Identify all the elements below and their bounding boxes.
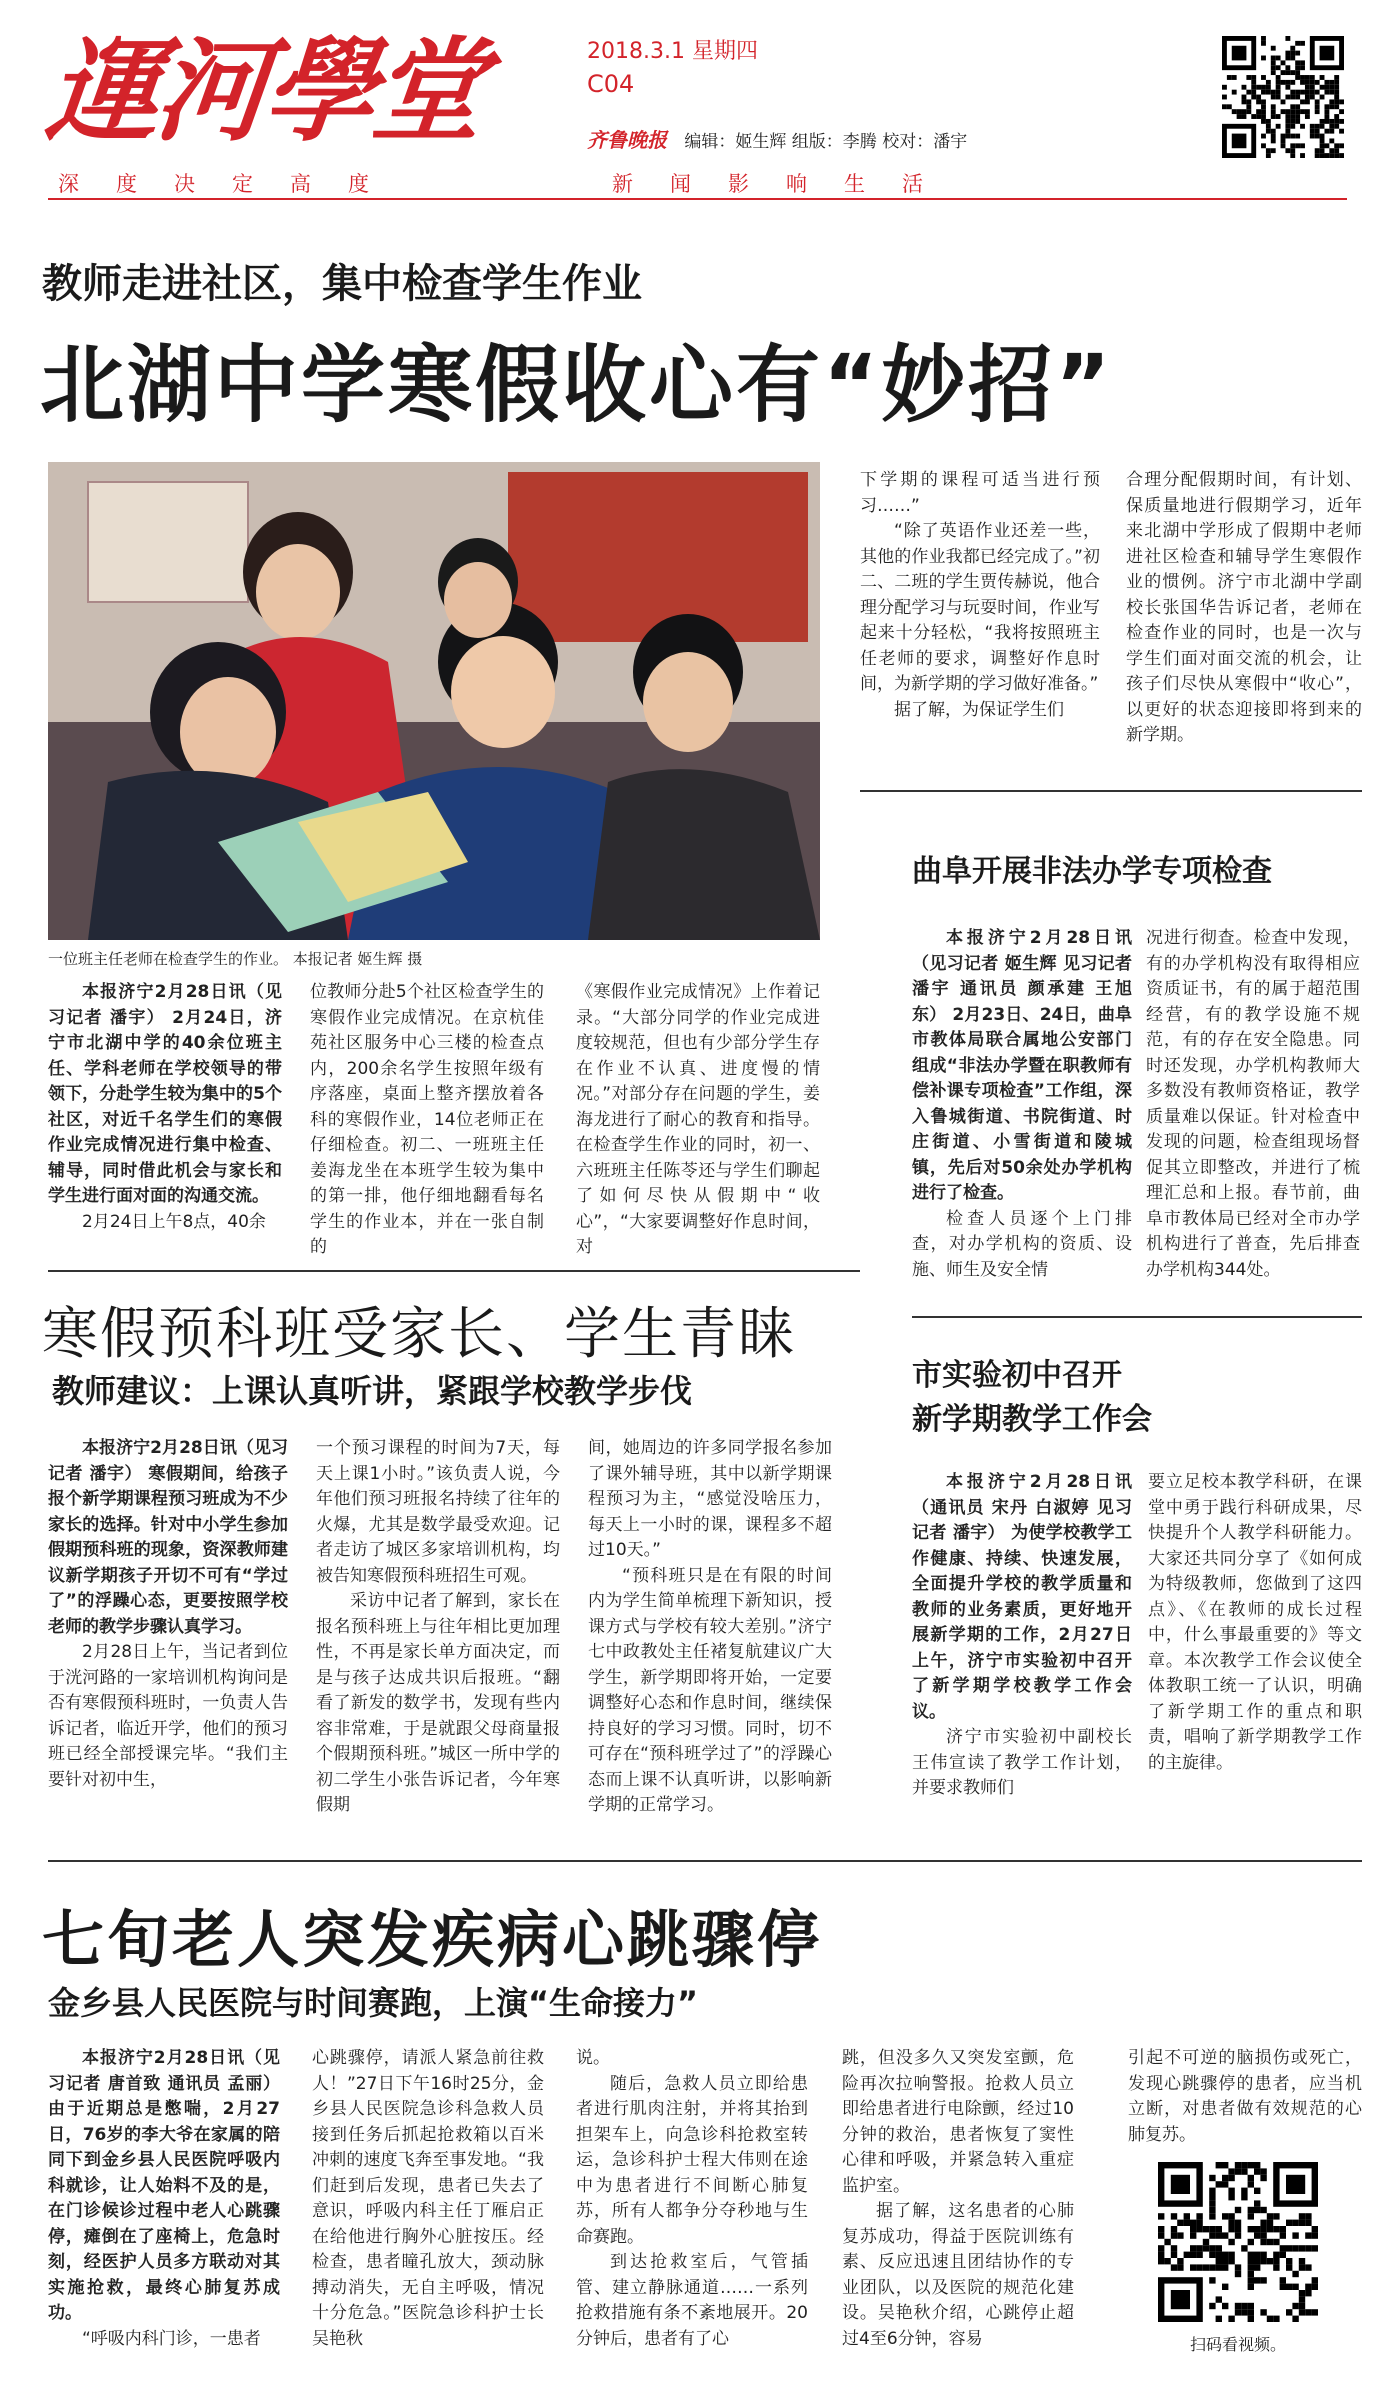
photo-caption: 一位班主任老师在检查学生的作业。 本报记者 姬生辉 摄 (48, 950, 423, 968)
article1-column-3 (576, 980, 820, 1261)
qr-caption: 扫码看视频。 (1190, 2335, 1287, 2354)
article1-paragraph: 合理分配假期时间，有计划、保质量地进行假期学习，近年来北湖中学形成了假期中老师进社区检查和辅导学生寒假作业的惯例。济宁市北湖中学副校长张国华告诉记者，老师在检查作业的同时，也是一次与学生们面对面交流的机会，让孩子们尽快从寒假中“收心”，以更好的状态迎接即将到来的新学期。 (1126, 470, 1362, 745)
article2-paragraph: “预科班只是在有限的时间内为学生简单梳理下新知识，授课方式与学校有较大差别。”济宁七中政教处主任褚复航建议广大学生，新学期即将开始，一定要调整好心态和作息时间，继续保持良好的学习习惯。同时，切不可存在“预科班学过了”的浮躁心态而上课不认真听讲，以影响新学期的正常学习。 (588, 1565, 832, 1815)
article2-paragraph: 一个预习课程的时间为7天，每天上课1小时。”该负责人说，今年他们预习班报名持续了往年的火爆，尤其是数学最受欢迎。记者走访了城区多家培训机构，均被告知寒假预科班招生可观。 (316, 1438, 560, 1586)
article5-title: 七旬老人突发疾病心跳骤停 (42, 1903, 823, 1976)
article5-paragraph: 心跳骤停，请派人紧急前往救人！”27日下午16时25分，金乡县人民医院急诊科急救人员接到任务后抓起抢救箱以百米冲刺的速度飞奔至事发地。“我们赶到后发现，患者已失去了意识，呼吸内科主任丁雁启正在给他进行胸外心脏按压。经检查，患者瞳孔放大，颈动脉搏动消失，无自主呼吸，情况十分危急。”医院急诊科护士长吴艳秋 (312, 2048, 544, 2349)
article2-paragraph: 本报济宁2月28日讯（见习记者 潘宇） 寒假期间，给孩子报个新学期课程预习班成为不少家长的选择。针对中小学生参加假期预科班的现象，资深教师建议新学期孩子开切不可有“学过了”的浮躁心态，更要按照学校老师的教学步骤认真学习。 (48, 1438, 288, 1637)
section-divider (860, 790, 1362, 792)
article4-column-1 (912, 1470, 1132, 1802)
article1-subtitle: 教师走进社区，集中检查学生作业 (42, 261, 642, 307)
article4-column-2 (1148, 1470, 1362, 1776)
article1-column-5 (1126, 468, 1362, 749)
paper-name: 齐鲁晚报 (587, 128, 667, 152)
article3-title: 曲阜开展非法办学专项检查 (912, 854, 1272, 889)
article5-paragraph: 说。 (576, 2048, 610, 2068)
slogan-right: 新闻影响生活 (612, 172, 960, 196)
article3-paragraph: 检查人员逐个上门排查，对办学机构的资质、设施、师生及安全情 (912, 1208, 1132, 1280)
article2-subtitle: 教师建议：上课认真听讲，紧跟学校教学步伐 (52, 1372, 693, 1410)
qr-code-video[interactable] (1158, 2162, 1318, 2322)
article3-column-2 (1146, 926, 1360, 1283)
article3-paragraph: 本报济宁2月28日讯（见习记者 姬生辉 见习记者 潘宇 通讯员 颜承建 王旭东） 2月23日、24日，曲阜市教体局联合属地公安部门组成“非法办学暨在职教师有偿补课专项检查”工作组，深入鲁城街道、书院街道、时庄街道、小雪街道和陵城镇，先后对50余处办学机构进行了检查。 (912, 928, 1132, 1203)
qr-code-graphic (1158, 2162, 1318, 2322)
article5-paragraph: 到达抢救室后，气管插管、建立静脉通道……一系列抢救措施有条不紊地展开。20分钟后，患者有了心 (576, 2252, 808, 2349)
article1-paragraph: 据了解，为保证学生们 (894, 699, 1064, 720)
article1-paragraph: 2月24日上午8点，40余 (82, 1211, 266, 1232)
news-photo (48, 462, 820, 940)
qr-code-top[interactable] (1222, 36, 1344, 158)
masthead-title: 運河學堂 (41, 26, 487, 157)
article4-title (912, 1354, 1152, 1442)
article2-column-2 (316, 1436, 560, 1819)
article2-paragraph: 采访中记者了解到，家长在报名预科班上与往年相比更加理性，不再是家长单方面决定，而是与孩子达成共识后报班。“翻看了新发的数学书，发现有些内容非常难，于是就跟父母商量报个假期预科班。”城区一所中学的初二学生小张告诉记者，今年寒假期 (316, 1591, 560, 1815)
article1-paragraph: 本报济宁2月28日讯（见习记者 潘宇） 2月24日，济宁市北湖中学的40余位班主任、学科老师在学校领导的带领下，分赴学生较为集中的5个社区，对近千名学生们的寒假作业完成情况进行集中检查、辅导，同时借此机会与家长和学生进行面对面的沟通交流。 (48, 982, 282, 1206)
article4-paragraph: 要立足校本教学科研，在课堂中勇于践行科研成果，尽快提升个人教学科研能力。大家还共同分享了《如何成为特级教师，您做到了这四点》、《在教师的成长过程中，什么事最重要的》等文章。本次教学工作会议使全体教职工统一了认识，明确了新学期工作的重点和职责，唱响了新学期教学工作的主旋律。 (1148, 1472, 1362, 1773)
article5-column-4 (842, 2046, 1074, 2352)
slogan-left: 深度决定高度 (58, 172, 406, 196)
article4-paragraph: 本报济宁2月28日讯（通讯员 宋丹 白淑婷 见习记者 潘宇） 为使学校教学工作健康、持续、快速发展，全面提升学校的教学质量和教师的业务素质，更好地开展新学期的工作，2月27日上午，济宁市实验初中召开了新学期学校教学工作会议。 (912, 1472, 1132, 1722)
article1-paragraph: 位教师分赴5个社区检查学生的寒假作业完成情况。在京杭佳苑社区服务中心三楼的检查点内，200余名学生按照年级有序落座，桌面上整齐摆放着各科的寒假作业，14位老师正在仔细检查。初二、一班班主任姜海龙坐在本班学生较为集中的第一排，他仔细地翻看每名学生的作业本，并在一张自制的 (310, 982, 544, 1257)
article1-paragraph: 《寒假作业完成情况》上作着记录。“大部分同学的作业完成进度较规范，但也有少部分学生存在作业不认真、进度慢的情况。”对部分存在问题的学生，姜海龙进行了耐心的教育和指导。在检查学生作业的同时，初一、六班班主任陈苓还与学生们聊起了如何尽快从假期中“收心”，“大家要调整好作息时间，对 (576, 982, 820, 1257)
article5-column-1 (48, 2046, 280, 2352)
section-divider (912, 1316, 1362, 1318)
article1-paragraph: 下学期的课程可适当进行预习……” (860, 470, 1100, 516)
article2-column-1 (48, 1436, 288, 1793)
photo-illustration (48, 462, 820, 940)
article5-column-2 (312, 2046, 544, 2352)
section-divider (48, 1270, 860, 1272)
article1-column-4 (860, 468, 1100, 723)
masthead-logo (41, 22, 568, 162)
article3-paragraph: 况进行彻查。检查中发现，有的办学机构没有取得相应资质证书，有的属于超范围经营，有的教学设施不规范，有的存在安全隐患。同时还发现，办学机构教师大多数没有教师资格证，教学质量难以保证。针对检查中发现的问题，检查组现场督促其立即整改，并进行了梳理汇总和上报。春节前，曲阜市教体局已经对全市办学机构进行了普查，先后排查办学机构344处。 (1146, 928, 1360, 1280)
article2-title: 寒假预科班受家长、学生青睐 (42, 1302, 796, 1367)
article5-paragraph: 跳，但没多久又突发室颤，危险再次拉响警报。抢救人员立即给患者进行电除颤，经过10分钟的救治，患者恢复了窦性心律和呼吸，并紧急转入重症监护室。 (842, 2048, 1074, 2196)
credits-line (587, 124, 967, 153)
article5-paragraph: 随后，急救人员立即给患者进行肌肉注射，并将其抬到担架车上，向急诊科抢救室转运，急诊科护士程大伟则在途中为患者进行不间断心肺复苏，所有人都争分夺秒地与生命赛跑。 (576, 2073, 808, 2247)
qr-code-graphic (1222, 36, 1344, 158)
article3-column-1 (912, 926, 1132, 1283)
article1-title: 北湖中学寒假收心有“妙招” (40, 336, 1114, 434)
article5-paragraph: 据了解，这名患者的心肺复苏成功，得益于医院训练有素、反应迅速且团结协作的专业团队，以及医院的规范化建设。吴艳秋介绍，心跳停止超过4至6分钟，容易 (842, 2201, 1074, 2349)
article5-subtitle: 金乡县人民医院与时间赛跑，上演“生命接力” (48, 1984, 699, 2022)
article5-paragraph: 本报济宁2月28日讯（见习记者 唐首致 通讯员 孟丽） 由于近期总是憋喘，2月27日，76岁的李大爷在家属的陪同下到金乡县人民医院呼吸内科就诊，让人始料不及的是，在门诊候诊过程中老人心跳骤停，瘫倒在了座椅上，危急时刻，经医护人员多方联动对其实施抢救，最终心肺复苏成功。 (48, 2048, 280, 2323)
article5-paragraph: “呼吸内科门诊，一患者 (82, 2328, 261, 2349)
page-number: C04 (587, 70, 635, 98)
article1-column-2 (310, 980, 544, 1261)
issue-date: 2018.3.1 星期四 (587, 39, 758, 64)
article4-paragraph: 济宁市实验初中副校长王伟宣读了教学工作计划，并要求教师们 (912, 1727, 1132, 1798)
article2-paragraph: 间，她周边的许多同学报名参加了课外辅导班，其中以新学期课程预习为主，“感觉没啥压力，每天上一小时的课，课程多不超过10天。” (588, 1438, 832, 1560)
masthead-rule (48, 198, 1347, 200)
article2-column-3 (588, 1436, 832, 1819)
article1-column-1 (48, 980, 282, 1235)
section-divider (48, 1860, 1362, 1862)
article5-column-3 (576, 2046, 808, 2352)
article5-paragraph: 引起不可逆的脑损伤或死亡，发现心跳骤停的患者，应当机立断，对患者做有效规范的心肺复苏。 (1128, 2048, 1362, 2145)
article2-paragraph: 2月28日上午，当记者到位于洸河路的一家培训机构询问是否有寒假预科班时，一负责人告诉记者，临近开学，他们的预习班已经全部授课完毕。“我们主要针对初中生， (48, 1642, 288, 1790)
editor-credits: 编辑：姬生辉 组版：李腾 校对：潘宇 (684, 132, 968, 152)
article1-paragraph: “除了英语作业还差一些，其他的作业我都已经完成了。”初二、二班的学生贾传赫说，他合理分配学习与玩耍时间，作业写起来十分轻松，“我将按照班主任老师的要求，调整好作息时间，为新学期的学习做好准备。” (860, 521, 1100, 694)
article5-column-5 (1128, 2046, 1362, 2148)
article4-title-line2: 新学期教学工作会 (912, 1402, 1152, 1437)
article4-title-line1: 市实验初中召开 (912, 1358, 1122, 1393)
